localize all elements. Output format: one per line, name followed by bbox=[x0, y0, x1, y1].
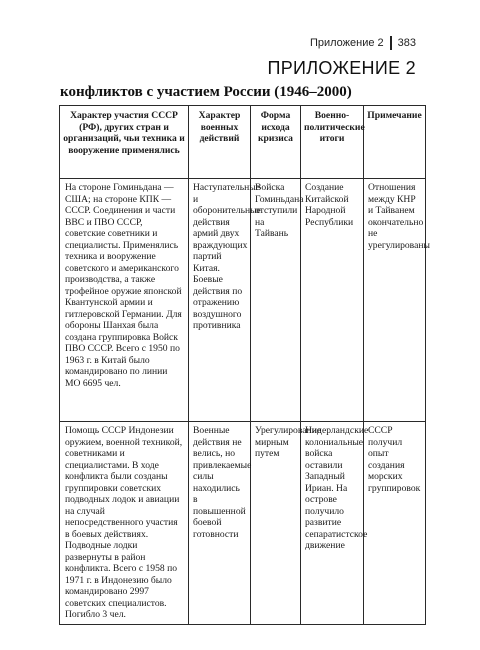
cell-note: СССР получил опыт создания морских группировок bbox=[364, 422, 426, 625]
column-header-political-results: Военно-политические итоги bbox=[301, 106, 364, 179]
column-header-crisis-outcome: Форма исхода кризиса bbox=[251, 106, 301, 179]
cell-participation: Помощь СССР Индонезии оружием, военной техникой, советниками и специалистами. В ходе конфликта были созданы группировки советских подводных лодок и авиации на случай непосредственного участия в боевых действиях. Подводные лодки развернуты в район конфликта. Всего с 1958 по 1971 г. в Индонезию было командировано 2997 советских специалистов. Погибло 3 чел. bbox=[60, 422, 189, 625]
cell-military-actions: Военные действия не велись, но привлекаемые силы находились в повышенной боевой готовности bbox=[189, 422, 251, 625]
running-head bbox=[310, 36, 416, 50]
conflicts-table bbox=[59, 105, 430, 625]
running-head-divider bbox=[390, 36, 392, 50]
cell-political-results: Нидерландские колониальные войска оставили Западный Ириан. На острове получило развитие сепаратистское движение bbox=[301, 422, 364, 625]
cell-crisis-outcome: Урегулирование мирным путем bbox=[251, 422, 301, 625]
cell-political-results: Создание Китайской Народной Республики bbox=[301, 179, 364, 422]
column-header-participation: Характер участия СССР (РФ), других стран и организаций, чьи техника и вооружение применялись bbox=[60, 106, 189, 179]
column-header-military-actions: Характер военных действий bbox=[189, 106, 251, 179]
table-row bbox=[60, 422, 426, 625]
page-number: 383 bbox=[397, 37, 416, 49]
column-header-note: Примечание bbox=[364, 106, 426, 179]
appendix-title: ПРИЛОЖЕНИЕ 2 bbox=[267, 58, 416, 78]
cell-note: Отношения между КНР и Тайванем окончательно не урегулированы bbox=[364, 179, 426, 422]
table-title: конфликтов с участием России (1946–2000) bbox=[60, 84, 352, 100]
cell-crisis-outcome: Войска Гоминьдана отступили на Тайвань bbox=[251, 179, 301, 422]
cell-participation: На стороне Гоминьдана — США; на стороне КПК — СССР. Соединения и части ВВС и ПВО СССР, советские советники и специалисты. Применялись техника и вооружение советского и американского производства, а также трофейное оружие японской Квантунской армии и гитлеровской Германии. Для обороны Шанхая была создана группировка Войск ПВО СССР. Всего с 1950 по 1963 г. в Китай было командировано по линии МО 6695 чел. bbox=[60, 179, 189, 422]
table-row bbox=[60, 179, 426, 422]
running-head-section: Приложение 2 bbox=[309, 37, 384, 49]
table-header-row bbox=[60, 106, 426, 179]
cell-military-actions: Наступательные и оборонительные действия армий двух враждующих партий Китая. Боевые действия по отражению воздушного противника bbox=[189, 179, 251, 422]
